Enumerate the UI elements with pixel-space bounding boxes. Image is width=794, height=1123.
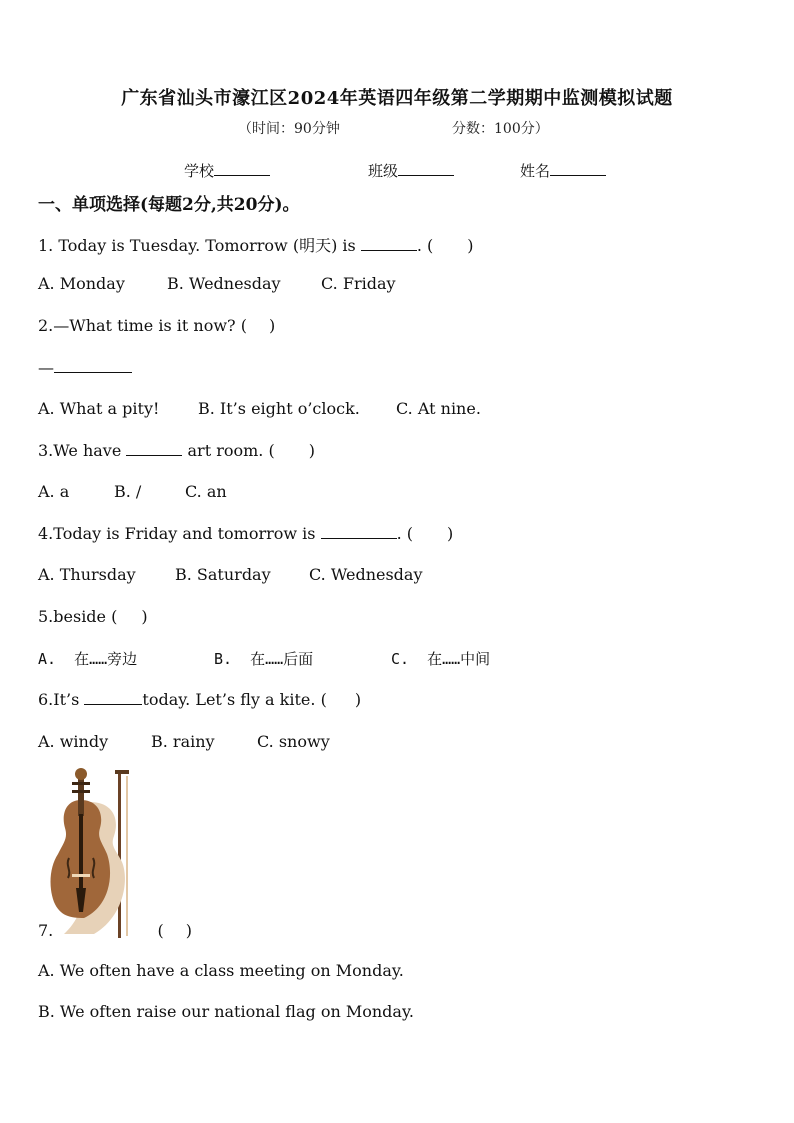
paren-close: )	[467, 236, 474, 255]
option-c[interactable]: C. Wednesday	[309, 565, 423, 584]
option-a[interactable]: A. Monday	[38, 274, 125, 293]
question-1	[38, 233, 474, 256]
question-text: 1. Today is Tuesday. Tomorrow (明天) is	[38, 236, 361, 255]
paren-open: (	[427, 236, 434, 255]
option-7a[interactable]: A. We often have a class meeting on Monday.	[38, 961, 404, 980]
question-text: 6.It’s	[38, 690, 85, 709]
class-blank[interactable]	[398, 161, 454, 176]
paren-close: )	[354, 690, 362, 709]
paren-close: )	[185, 921, 192, 940]
question-2	[38, 316, 275, 335]
name-label: 姓名	[520, 162, 551, 180]
option-c[interactable]: C. At nine.	[396, 399, 481, 418]
violin-illustration-icon	[50, 766, 144, 938]
option-b[interactable]: B. 在……后面	[214, 650, 314, 668]
question-text: 4.Today is Friday and tomorrow is	[38, 524, 321, 543]
options-4	[38, 565, 423, 584]
question-text: 5.beside	[38, 607, 107, 626]
answer-blank[interactable]	[321, 524, 397, 539]
question-text-end: today. Let’s fly a kite.	[142, 690, 316, 709]
option-a[interactable]: A. windy	[38, 732, 109, 751]
paren-close: )	[447, 524, 454, 543]
options-1	[38, 274, 396, 293]
name-blank[interactable]	[550, 161, 606, 176]
class-field	[368, 160, 454, 181]
option-a[interactable]: A. 在……旁边	[38, 650, 138, 668]
option-b[interactable]: B. Saturday	[175, 565, 271, 584]
question-number: 7.	[38, 921, 54, 940]
paren-open: (	[111, 607, 118, 626]
answer-blank[interactable]	[54, 358, 132, 373]
school-label: 学校	[184, 162, 215, 180]
answer-blank[interactable]	[126, 441, 182, 456]
option-a[interactable]: A. What a pity!	[38, 399, 160, 418]
name-field	[520, 160, 606, 181]
section-heading: 一、单项选择(每题2分,共20分)。	[38, 195, 300, 215]
page-title: 广东省汕头市濠江区2024年英语四年级第二学期期中监测模拟试题	[121, 88, 673, 109]
question-7	[38, 921, 192, 940]
paren-open: (	[240, 316, 247, 335]
exam-time: （时间：90分钟	[238, 121, 340, 137]
answer-blank[interactable]	[84, 690, 142, 705]
school-field	[184, 160, 270, 181]
question-3	[38, 441, 315, 460]
paren-open: (	[157, 921, 164, 940]
option-b[interactable]: B. rainy	[151, 732, 215, 751]
options-3	[38, 482, 227, 501]
options-6	[38, 732, 330, 751]
dash: —	[38, 358, 54, 377]
paren-open: (	[268, 441, 275, 460]
paren-close: )	[268, 316, 276, 335]
options-2	[38, 399, 481, 418]
option-c[interactable]: C. Friday	[321, 274, 396, 293]
school-blank[interactable]	[214, 161, 270, 176]
question-text: 3.We have	[38, 441, 127, 460]
option-7b[interactable]: B. We often raise our national flag on Monday.	[38, 1002, 414, 1021]
option-b[interactable]: B. Wednesday	[167, 274, 281, 293]
option-a[interactable]: A. a	[38, 482, 70, 501]
options-5	[38, 648, 490, 669]
option-c[interactable]: C. 在……中间	[391, 650, 491, 668]
option-c[interactable]: C. snowy	[257, 732, 330, 751]
paren-close: )	[308, 441, 315, 460]
paren-close: )	[141, 607, 148, 626]
option-a[interactable]: A. Thursday	[38, 565, 136, 584]
question-4	[38, 524, 453, 543]
paren-open: (	[406, 524, 414, 543]
exam-score: 分数：100分）	[452, 121, 549, 137]
question-text: 2.—What time is it now?	[38, 316, 236, 335]
question-text-end: .	[396, 524, 402, 543]
paren-open: (	[320, 690, 327, 709]
answer-line-2	[38, 358, 132, 377]
option-b[interactable]: B. It’s eight o’clock.	[198, 399, 360, 418]
option-c[interactable]: C. an	[185, 482, 227, 501]
question-6	[38, 690, 361, 709]
option-b[interactable]: B. /	[114, 482, 142, 501]
class-label: 班级	[368, 162, 399, 180]
question-text-end: .	[416, 236, 422, 255]
answer-blank[interactable]	[361, 236, 417, 251]
question-text-end: art room.	[187, 441, 264, 460]
question-5	[38, 607, 148, 626]
